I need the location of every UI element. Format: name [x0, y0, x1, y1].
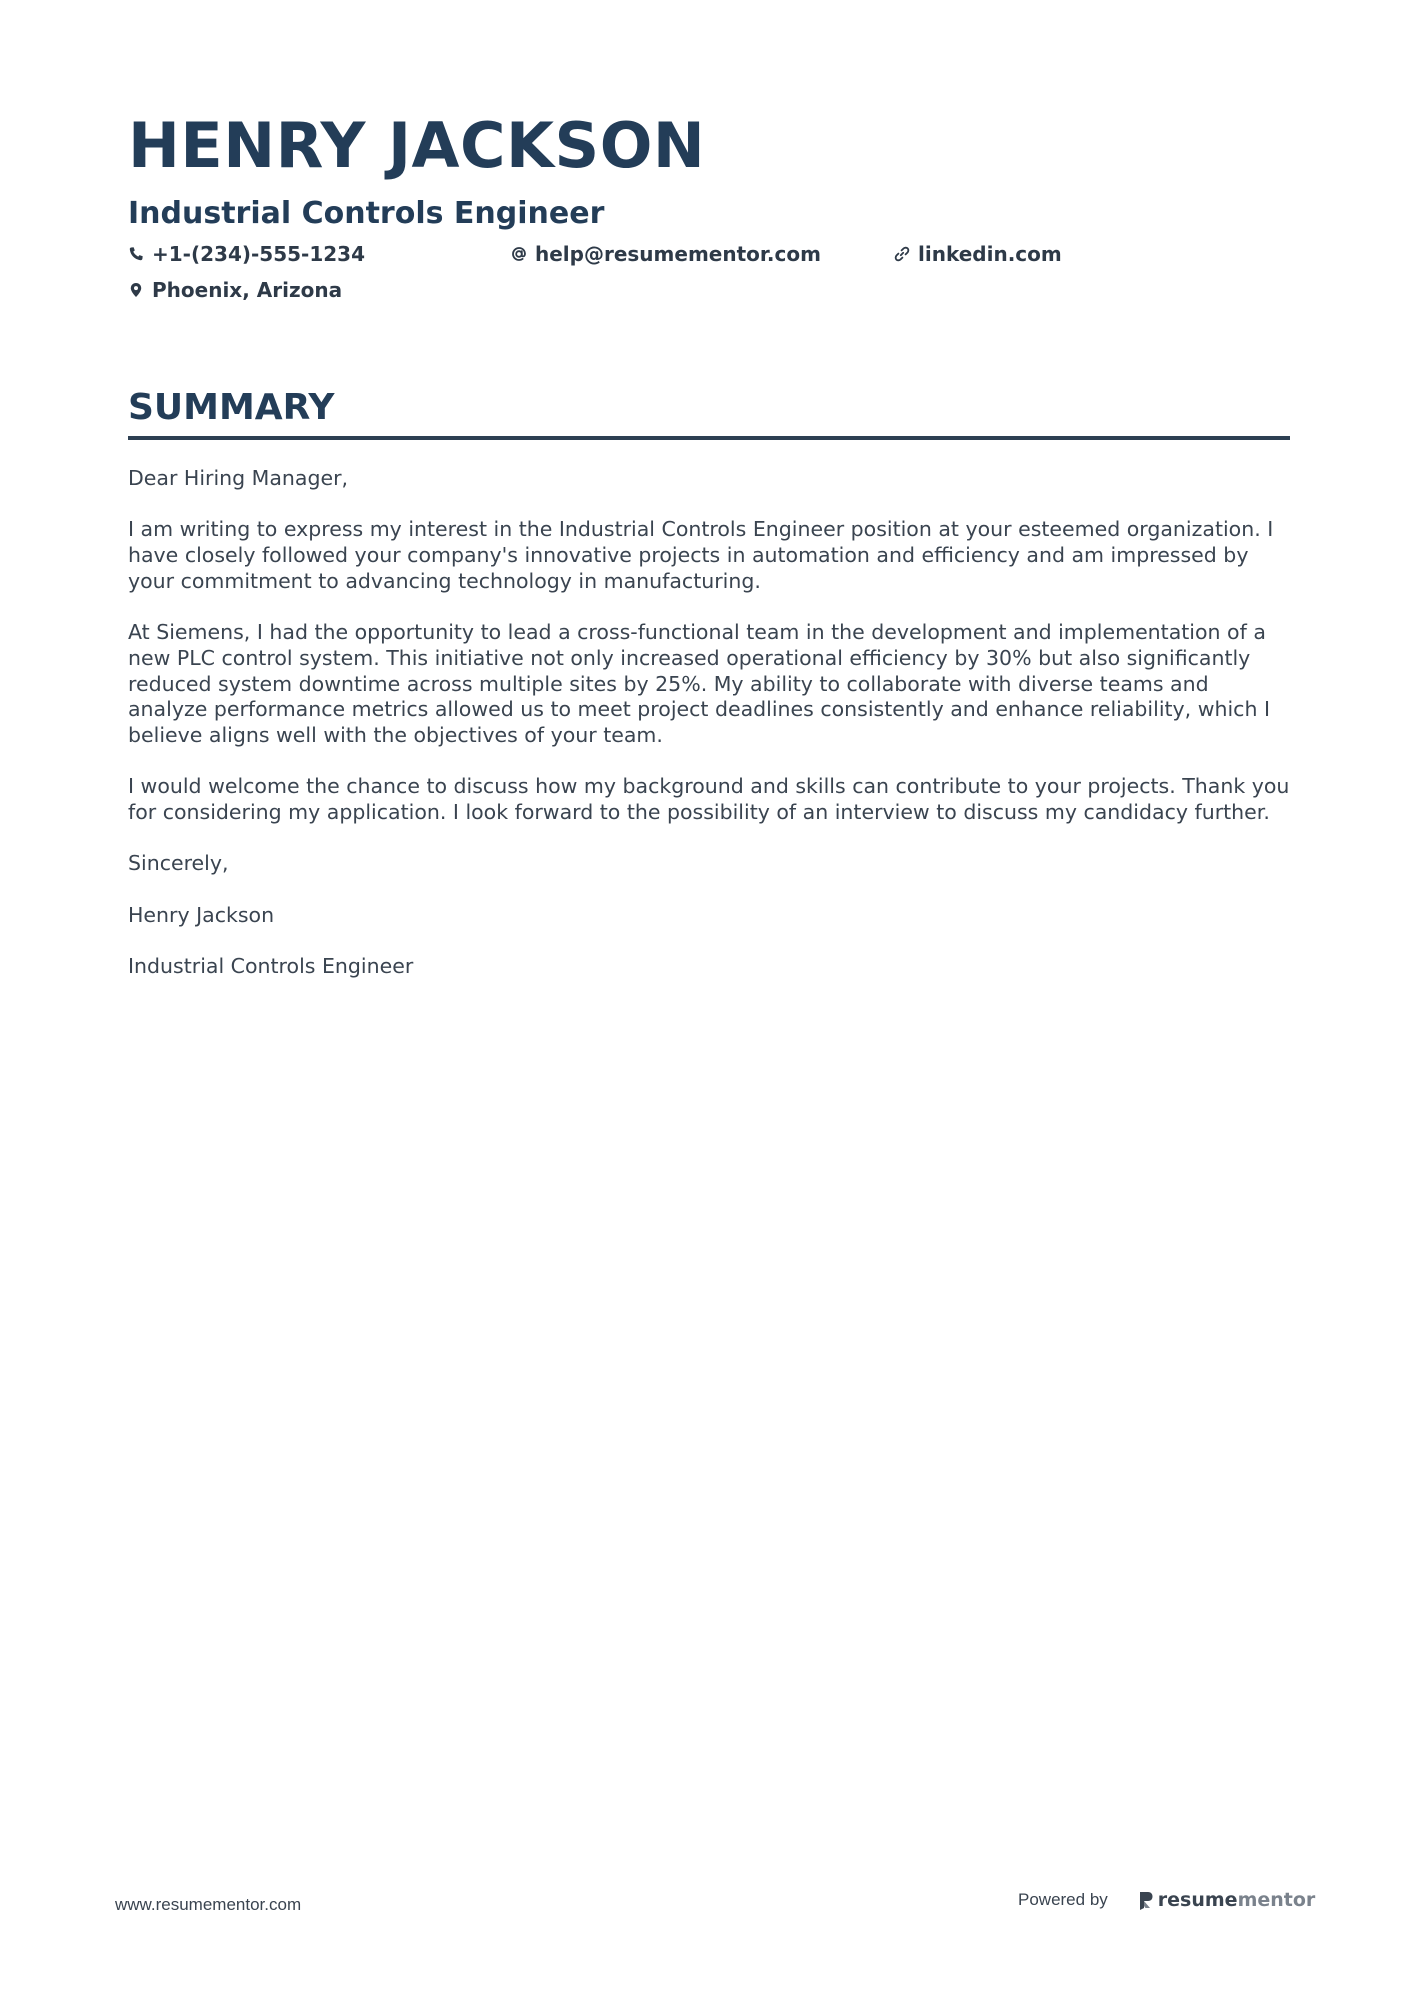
signature-name: Henry Jackson [128, 902, 275, 927]
letter-paragraph: I am writing to express my interest in the Industrial Controls Engineer position at your esteemed organization. I have closely followed your company's innovative projects in automation and efficiency and am impressed by your commitment to advancing technology in manufacturing. [128, 517, 1274, 593]
brand-name-part2: mentor [1237, 1889, 1316, 1911]
contact-phone [128, 240, 365, 268]
footer-website[interactable]: www.resumementor.com [115, 1895, 302, 1914]
letter-paragraph: I would welcome the chance to discuss how my background and skills can contribute to your projects. Thank you for considering my application. I look forward to the possibility of an interview to discuss my candidacy further. [128, 774, 1290, 825]
resumementor-logo-icon [1138, 1889, 1154, 1911]
powered-by-label: Powered by [1018, 1890, 1108, 1909]
letter-body [128, 466, 1290, 980]
phone-text: +1-(234)-555-1234 [152, 242, 366, 266]
contact-info [128, 240, 1288, 320]
phone-icon [128, 246, 144, 262]
contact-link[interactable] [894, 240, 1062, 268]
closing: Sincerely, [128, 851, 229, 876]
section-heading: SUMMARY [128, 387, 335, 428]
location-pin-icon [128, 282, 144, 298]
contact-email[interactable] [511, 240, 821, 268]
summary-section [128, 386, 1290, 980]
salutation: Dear Hiring Manager, [128, 466, 349, 490]
at-icon [511, 246, 527, 262]
email-text: help@resumementor.com [535, 242, 821, 266]
location-text: Phoenix, Arizona [152, 278, 343, 302]
footer-branding [1018, 1888, 1315, 1912]
contact-location [128, 276, 342, 304]
link-icon [894, 246, 910, 262]
job-title: Industrial Controls Engineer [128, 196, 605, 231]
signature-title: Industrial Controls Engineer [128, 954, 414, 979]
header [128, 108, 1288, 320]
candidate-name: HENRY JACKSON [128, 109, 706, 182]
letter-paragraph: At Siemens, I had the opportunity to lead a cross-functional team in the development and implementation of a new PLC control system. This initiative not only increased operational efficiency by 30% but also significantly reduced system downtime across multiple sites by 25%. My ability to collaborate with diverse teams and analyze performance metrics allowed us to meet project deadlines consistently and enhance reliability, which I believe aligns well with the objectives of your team. [128, 620, 1270, 747]
link-text: linkedin.com [918, 242, 1062, 266]
brand-logo[interactable] [1138, 1888, 1316, 1912]
brand-name-part1: resume [1157, 1889, 1238, 1911]
section-divider [128, 436, 1290, 440]
